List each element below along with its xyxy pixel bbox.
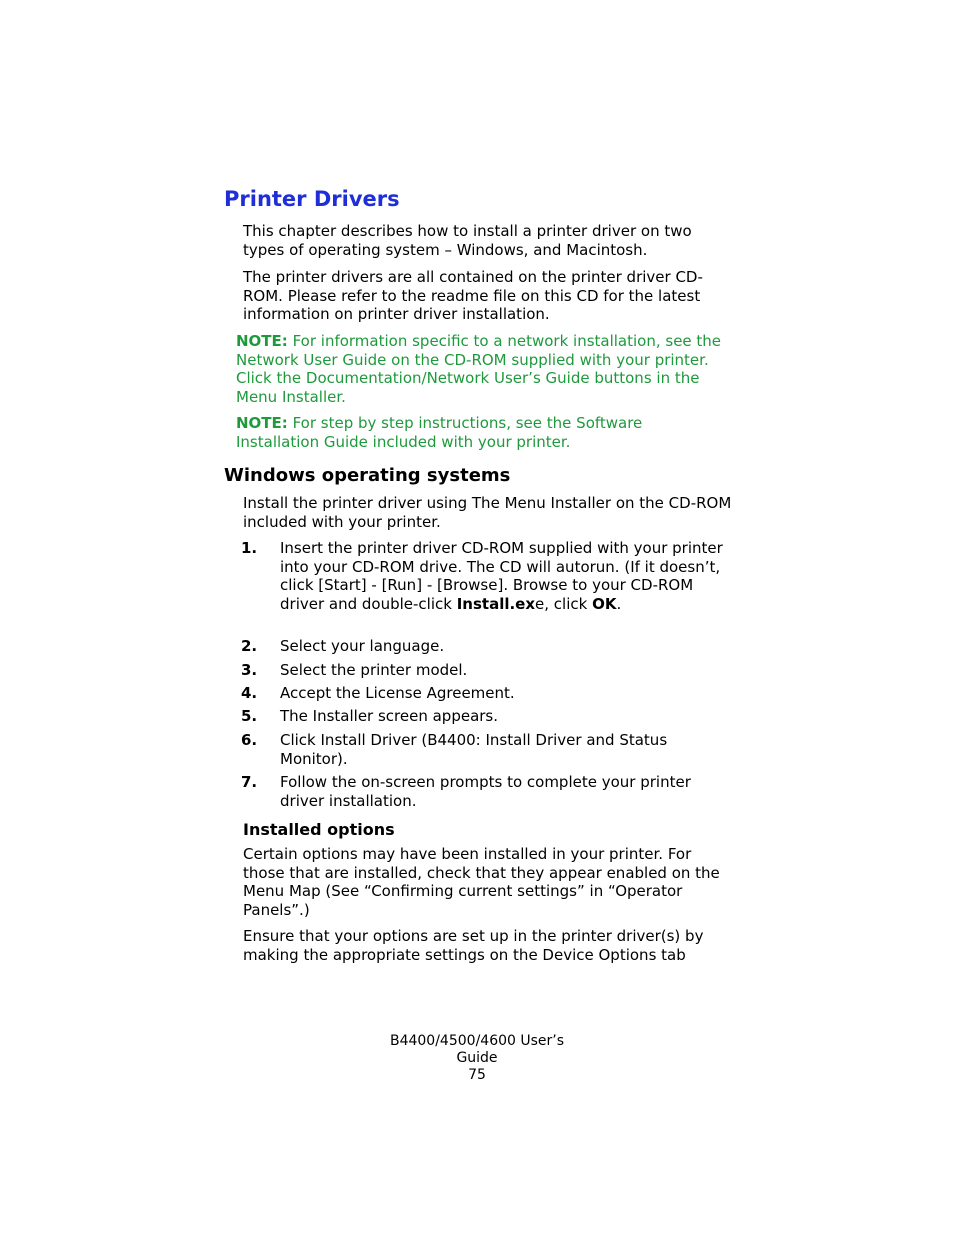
installed-paragraph-1: Certain options may have been installed in your printer. For those that are installed, check that they appear enabled on the Menu Map (See “Confirming current settings” in “Operator Panels”.): [243, 845, 720, 920]
intro-paragraph-2: The printer drivers are all contained on the printer driver CD-ROM. Please refer to the readme file on this CD for the latest information on printer driver installation.: [243, 268, 703, 324]
page-number: 75: [468, 1067, 486, 1083]
step-text: Click Install Driver (B4400: Install Driver and Status Monitor).: [280, 731, 668, 768]
section-heading-windows: Windows operating systems: [224, 465, 511, 486]
step-text: Select the printer model.: [280, 661, 468, 679]
step-number: 6.: [241, 731, 258, 749]
page-footer: [377, 1033, 577, 1084]
intro-paragraph-1: This chapter describes how to install a printer driver on two types of operating system – Windows, and Macintosh.: [243, 222, 692, 259]
step-number: 5.: [241, 707, 258, 725]
step-text: Follow the on-screen prompts to complete your printer driver installation.: [280, 773, 691, 810]
subsection-heading-installed-options: Installed options: [243, 820, 395, 839]
note-label: NOTE:: [236, 414, 288, 432]
step-text: Insert the printer driver CD-ROM supplied with your printer into your CD-ROM drive. The CD will autorun. (If it doesn’t, click [Start] - [Run] - [Browse]. Browse to your CD-ROM driver and double-click Install.exe, click OK.: [280, 539, 723, 614]
step-number: 2.: [241, 637, 258, 655]
step-text: The Installer screen appears.: [280, 707, 499, 725]
note-text: For information specific to a network installation, see the Network User Guide on the CD-ROM supplied with your printer. Click the Documentation/Network User’s Guide buttons in the Menu Installer.: [236, 332, 722, 407]
step-text: Select your language.: [280, 637, 445, 655]
page-title: Printer Drivers: [224, 187, 400, 211]
installed-paragraph-2: Ensure that your options are set up in the printer driver(s) by making the appropriate settings on the Device Options tab: [243, 927, 704, 964]
note-label: NOTE:: [236, 332, 288, 350]
note-text: For step by step instructions, see the Software Installation Guide included with your printer.: [236, 414, 643, 451]
footer-guide-title: B4400/4500/4600 User’s Guide: [389, 1033, 565, 1066]
note-network: [236, 332, 726, 407]
step-text: Accept the License Agreement.: [280, 684, 515, 702]
windows-intro: Install the printer driver using The Menu Installer on the CD-ROM included with your printer.: [243, 494, 732, 531]
step-number: 4.: [241, 684, 258, 702]
note-software: [236, 414, 726, 451]
step-number: 3.: [241, 661, 258, 679]
step-number: 1.: [241, 539, 258, 557]
step-number: 7.: [241, 773, 258, 791]
